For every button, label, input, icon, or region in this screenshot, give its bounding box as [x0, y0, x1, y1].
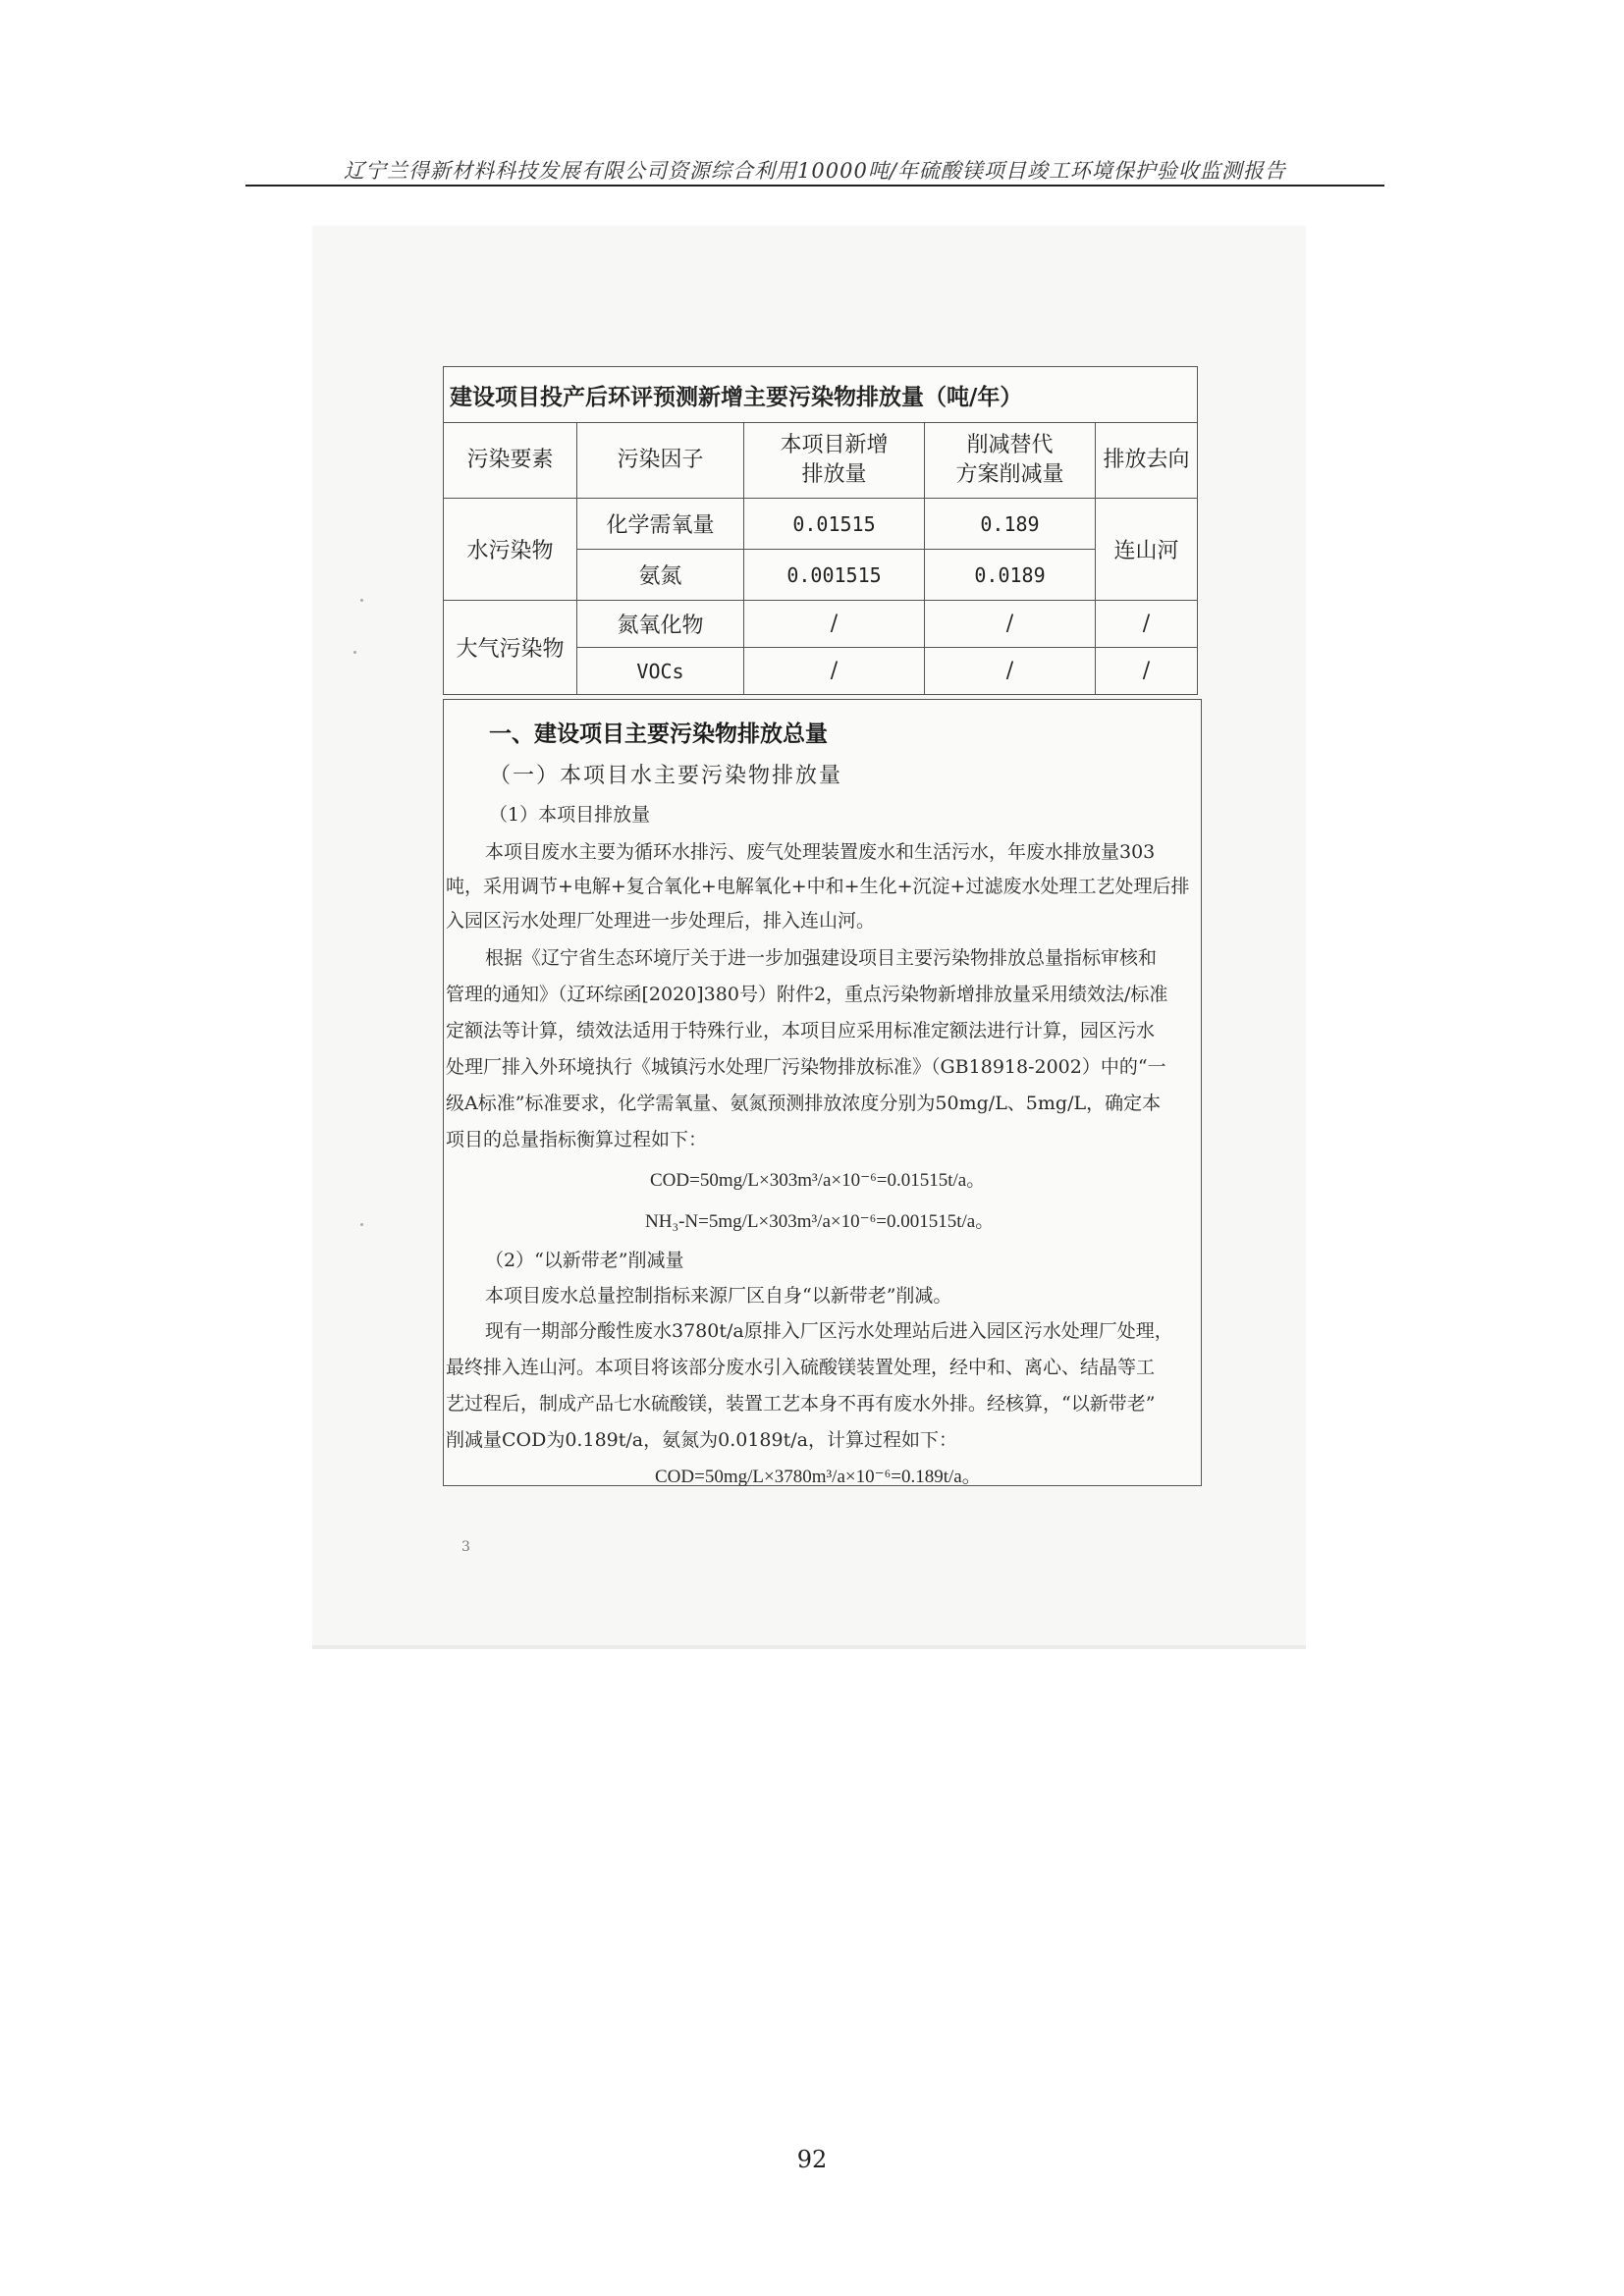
col-header-new — [744, 423, 925, 499]
factor-vocs: VOCs — [577, 648, 744, 695]
paragraph-line: 现有一期部分酸性废水3780t/a原排入厂区污水处理站后进入园区污水处理厂处理， — [485, 1320, 1173, 1342]
table-title: 建设项目投产后环评预测新增主要污染物排放量（吨/年） — [444, 367, 1198, 423]
col-header-new-line2: 排放量 — [801, 462, 867, 487]
col-header-factor: 污染因子 — [577, 423, 744, 499]
scanned-page-edge — [312, 1645, 1306, 1649]
formula-nh3n: NH₃-N=5mg/L×303m³/a×10⁻⁶=0.001515t/a。 — [645, 1211, 995, 1232]
paragraph-line: 入园区污水处理厂处理进一步处理后，排入连山河。 — [446, 910, 876, 932]
paragraph-line: 吨，采用调节+电解+复合氧化+电解氧化+中和+生化+沉淀+过滤废水处理工艺处理后排 — [446, 876, 1190, 897]
page-number: 92 — [796, 2146, 828, 2173]
destination-water: 连山河 — [1096, 499, 1198, 601]
factor-nox: 氮氧化物 — [577, 601, 744, 648]
destination-vocs: / — [1096, 648, 1198, 695]
paragraph-line: 根据《辽宁省生态环境厅关于进一步加强建设项目主要污染物排放总量指标审核和 — [485, 947, 1158, 969]
paragraph-line: 最终排入连山河。本项目将该部分废水引入硫酸镁装置处理，经中和、离心、结晶等工 — [446, 1357, 1156, 1378]
text-box — [443, 699, 1202, 1486]
header-divider — [245, 185, 1384, 187]
paragraph-line: 本项目废水主要为循环水排污、废气处理装置废水和生活污水，年废水排放量303 — [485, 841, 1156, 863]
new-cod: 0.01515 — [744, 499, 925, 550]
paragraph-line: 定额法等计算，绩效法适用于特殊行业，本项目应采用标准定额法进行计算，园区污水 — [446, 1020, 1156, 1041]
sub-heading-1: （1）本项目排放量 — [489, 804, 651, 826]
paragraph-line: 本项目废水总量控制指标来源厂区自身“以新带老”削减。 — [485, 1285, 952, 1307]
table-row — [444, 499, 1198, 550]
reduction-ammonia: 0.0189 — [925, 550, 1096, 601]
destination-nox: / — [1096, 601, 1198, 648]
paragraph-line: 艺过程后，制成产品七水硫酸镁，装置工艺本身不再有废水外排。经核算，“以新带老” — [446, 1393, 1156, 1415]
factor-ammonia: 氨氮 — [577, 550, 744, 601]
element-water: 水污染物 — [444, 499, 577, 601]
emission-table — [443, 366, 1198, 695]
paragraph-line: 项目的总量指标衡算过程如下： — [446, 1129, 708, 1150]
formula-cod-reduction: COD=50mg/L×3780m³/a×10⁻⁶=0.189t/a。 — [655, 1467, 981, 1487]
table-row — [444, 601, 1198, 648]
formula-cod: COD=50mg/L×303m³/a×10⁻⁶=0.01515t/a。 — [650, 1170, 986, 1191]
paragraph-line: 处理厂排入外环境执行《城镇污水处理厂污染物排放标准》（GB18918-2002）中的“一 — [446, 1056, 1166, 1078]
subsection-heading: （一）本项目水主要污染物排放量 — [489, 764, 843, 788]
scan-speck — [360, 599, 363, 602]
paragraph-line: 级A标准”标准要求，化学需氧量、氨氮预测排放浓度分别为50mg/L、5mg/L，确定本 — [446, 1093, 1162, 1114]
col-header-reduction-line2: 方案削减量 — [955, 462, 1064, 487]
sub-heading-2: （2）“以新带老”削减量 — [485, 1250, 684, 1271]
reduction-cod: 0.189 — [925, 499, 1096, 550]
scan-speck — [360, 1223, 363, 1226]
report-header-title: 辽宁兰得新材料科技发展有限公司资源综合利用10000吨/年硫酸镁项目竣工环境保护验收监测报告 — [344, 159, 1286, 183]
paragraph-line: 削减量COD为0.189t/a，氨氮为0.0189t/a，计算过程如下： — [446, 1429, 957, 1451]
factor-cod: 化学需氧量 — [577, 499, 744, 550]
new-ammonia: 0.001515 — [744, 550, 925, 601]
scan-speck — [353, 651, 356, 654]
new-nox: / — [744, 601, 925, 648]
col-header-reduction-line1: 削减替代 — [966, 433, 1054, 457]
paragraph-line: 管理的通知》（辽环综函[2020]380号）附件2，重点污染物新增排放量采用绩效法/标准 — [446, 984, 1168, 1005]
section-heading: 一、建设项目主要污染物排放总量 — [489, 721, 828, 747]
new-vocs: / — [744, 648, 925, 695]
col-header-element: 污染要素 — [444, 423, 577, 499]
col-header-destination: 排放去向 — [1096, 423, 1198, 499]
col-header-reduction — [925, 423, 1096, 499]
col-header-new-line1: 本项目新增 — [780, 433, 889, 457]
inner-page-number: 3 — [461, 1539, 470, 1555]
reduction-vocs: / — [925, 648, 1096, 695]
reduction-nox: / — [925, 601, 1096, 648]
element-air: 大气污染物 — [444, 601, 577, 695]
